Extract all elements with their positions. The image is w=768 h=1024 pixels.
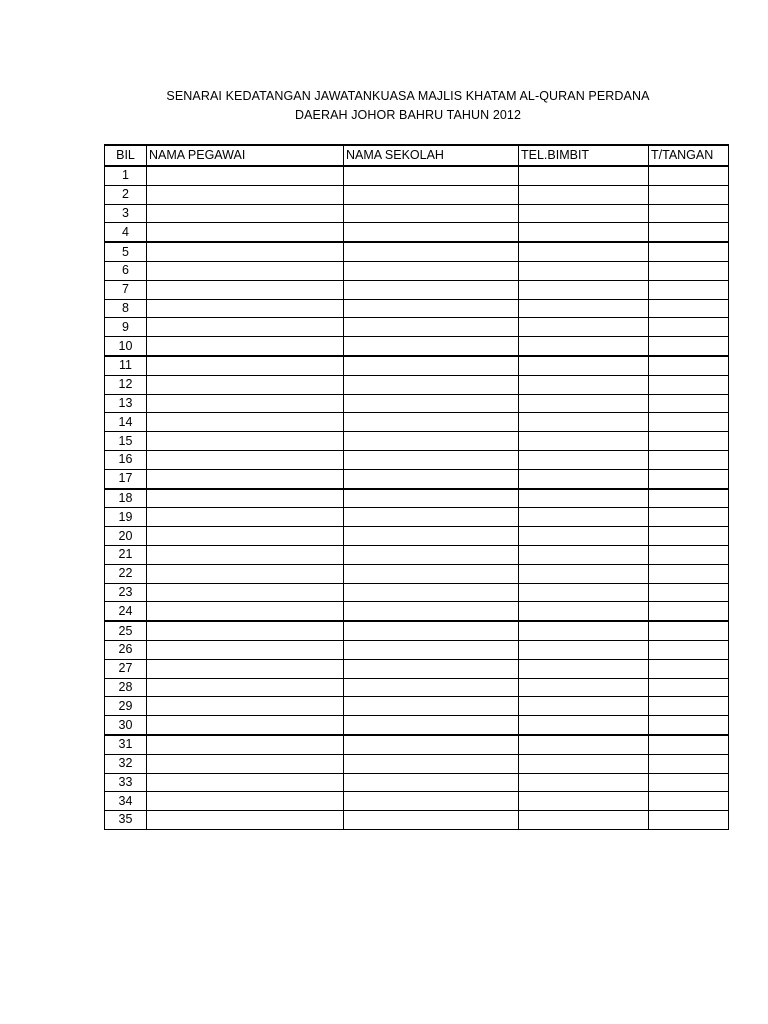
nama-pegawai-cell: [147, 697, 344, 716]
nama-sekolah-cell: [344, 280, 519, 299]
nama-pegawai-cell: [147, 678, 344, 697]
tel-bimbit-cell: [519, 640, 649, 659]
table-row: [105, 450, 729, 469]
tel-bimbit-cell: [519, 527, 649, 546]
attendance-table: [104, 144, 729, 830]
tandatangan-cell: [649, 432, 729, 451]
tel-bimbit-cell: [519, 754, 649, 773]
tel-bimbit-cell: [519, 280, 649, 299]
nama-pegawai-cell: [147, 299, 344, 318]
nama-sekolah-cell: [344, 318, 519, 337]
row-number: 19: [105, 508, 147, 527]
tel-bimbit-cell: [519, 583, 649, 602]
tandatangan-cell: [649, 185, 729, 204]
nama-pegawai-cell: [147, 204, 344, 223]
column-header-bil: BIL: [105, 145, 147, 166]
row-number: 22: [105, 564, 147, 583]
table-row: [105, 318, 729, 337]
tandatangan-cell: [649, 261, 729, 280]
row-number: 12: [105, 375, 147, 394]
row-number: 25: [105, 621, 147, 640]
tandatangan-cell: [649, 223, 729, 242]
tandatangan-cell: [649, 811, 729, 830]
nama-pegawai-cell: [147, 432, 344, 451]
nama-sekolah-cell: [344, 242, 519, 261]
nama-sekolah-cell: [344, 356, 519, 375]
table-row: [105, 621, 729, 640]
nama-pegawai-cell: [147, 318, 344, 337]
tandatangan-cell: [649, 375, 729, 394]
nama-pegawai-cell: [147, 583, 344, 602]
table-row: [105, 280, 729, 299]
nama-sekolah-cell: [344, 261, 519, 280]
table-row: [105, 811, 729, 830]
tandatangan-cell: [649, 356, 729, 375]
tandatangan-cell: [649, 545, 729, 564]
nama-pegawai-cell: [147, 640, 344, 659]
column-header-tandatangan: T/TANGAN: [649, 145, 729, 166]
row-number: 28: [105, 678, 147, 697]
row-number: 34: [105, 792, 147, 811]
nama-pegawai-cell: [147, 242, 344, 261]
table-row: [105, 261, 729, 280]
nama-sekolah-cell: [344, 508, 519, 527]
nama-pegawai-cell: [147, 223, 344, 242]
tel-bimbit-cell: [519, 204, 649, 223]
column-header-nama-pegawai: NAMA PEGAWAI: [147, 145, 344, 166]
table-row: [105, 185, 729, 204]
row-number: 29: [105, 697, 147, 716]
row-number: 10: [105, 337, 147, 356]
table-row: [105, 508, 729, 527]
tel-bimbit-cell: [519, 261, 649, 280]
nama-sekolah-cell: [344, 166, 519, 185]
nama-pegawai-cell: [147, 545, 344, 564]
nama-sekolah-cell: [344, 621, 519, 640]
nama-sekolah-cell: [344, 697, 519, 716]
table-row: [105, 754, 729, 773]
nama-pegawai-cell: [147, 280, 344, 299]
tel-bimbit-cell: [519, 450, 649, 469]
nama-pegawai-cell: [147, 450, 344, 469]
nama-sekolah-cell: [344, 564, 519, 583]
tel-bimbit-cell: [519, 811, 649, 830]
table-row: [105, 375, 729, 394]
nama-sekolah-cell: [344, 469, 519, 488]
tandatangan-cell: [649, 394, 729, 413]
nama-pegawai-cell: [147, 602, 344, 621]
nama-sekolah-cell: [344, 659, 519, 678]
table-row: [105, 678, 729, 697]
table-row: [105, 659, 729, 678]
row-number: 32: [105, 754, 147, 773]
tandatangan-cell: [649, 564, 729, 583]
nama-pegawai-cell: [147, 659, 344, 678]
row-number: 35: [105, 811, 147, 830]
nama-pegawai-cell: [147, 337, 344, 356]
tel-bimbit-cell: [519, 299, 649, 318]
row-number: 3: [105, 204, 147, 223]
row-number: 11: [105, 356, 147, 375]
row-number: 17: [105, 469, 147, 488]
tel-bimbit-cell: [519, 469, 649, 488]
row-number: 4: [105, 223, 147, 242]
table-row: [105, 602, 729, 621]
nama-pegawai-cell: [147, 375, 344, 394]
table-row: [105, 716, 729, 735]
tel-bimbit-cell: [519, 432, 649, 451]
nama-sekolah-cell: [344, 489, 519, 508]
tandatangan-cell: [649, 527, 729, 546]
column-header-nama-sekolah: NAMA SEKOLAH: [344, 145, 519, 166]
column-header-tel-bimbit: TEL.BIMBIT: [519, 145, 649, 166]
table-row: [105, 242, 729, 261]
tandatangan-cell: [649, 337, 729, 356]
table-row: [105, 469, 729, 488]
tandatangan-cell: [649, 166, 729, 185]
nama-pegawai-cell: [147, 527, 344, 546]
tel-bimbit-cell: [519, 337, 649, 356]
table-row: [105, 564, 729, 583]
nama-sekolah-cell: [344, 640, 519, 659]
nama-sekolah-cell: [344, 413, 519, 432]
tandatangan-cell: [649, 489, 729, 508]
row-number: 31: [105, 735, 147, 754]
row-number: 24: [105, 602, 147, 621]
row-number: 27: [105, 659, 147, 678]
tandatangan-cell: [649, 450, 729, 469]
nama-sekolah-cell: [344, 583, 519, 602]
row-number: 33: [105, 773, 147, 792]
table-row: [105, 640, 729, 659]
tel-bimbit-cell: [519, 508, 649, 527]
row-number: 13: [105, 394, 147, 413]
tel-bimbit-cell: [519, 318, 649, 337]
table-row: [105, 545, 729, 564]
tel-bimbit-cell: [519, 602, 649, 621]
tel-bimbit-cell: [519, 413, 649, 432]
attendance-sheet: [104, 144, 728, 830]
tel-bimbit-cell: [519, 375, 649, 394]
row-number: 18: [105, 489, 147, 508]
nama-sekolah-cell: [344, 450, 519, 469]
nama-pegawai-cell: [147, 811, 344, 830]
nama-sekolah-cell: [344, 527, 519, 546]
nama-pegawai-cell: [147, 508, 344, 527]
nama-sekolah-cell: [344, 337, 519, 356]
row-number: 9: [105, 318, 147, 337]
nama-sekolah-cell: [344, 545, 519, 564]
table-row: [105, 583, 729, 602]
nama-sekolah-cell: [344, 394, 519, 413]
row-number: 5: [105, 242, 147, 261]
table-row: [105, 337, 729, 356]
tandatangan-cell: [649, 204, 729, 223]
nama-sekolah-cell: [344, 773, 519, 792]
table-row: [105, 166, 729, 185]
row-number: 15: [105, 432, 147, 451]
tel-bimbit-cell: [519, 356, 649, 375]
tandatangan-cell: [649, 602, 729, 621]
table-header-row: [105, 145, 729, 166]
tandatangan-cell: [649, 754, 729, 773]
nama-pegawai-cell: [147, 356, 344, 375]
nama-pegawai-cell: [147, 792, 344, 811]
tandatangan-cell: [649, 508, 729, 527]
row-number: 20: [105, 527, 147, 546]
row-number: 8: [105, 299, 147, 318]
nama-sekolah-cell: [344, 299, 519, 318]
nama-sekolah-cell: [344, 735, 519, 754]
tandatangan-cell: [649, 735, 729, 754]
tandatangan-cell: [649, 640, 729, 659]
tandatangan-cell: [649, 469, 729, 488]
table-row: [105, 204, 729, 223]
table-row: [105, 792, 729, 811]
table-row: [105, 697, 729, 716]
tel-bimbit-cell: [519, 716, 649, 735]
page-title-line-1: SENARAI KEDATANGAN JAWATANKUASA MAJLIS KHATAM AL-QURAN PERDANA: [166, 89, 650, 103]
nama-sekolah-cell: [344, 602, 519, 621]
tel-bimbit-cell: [519, 489, 649, 508]
table-row: [105, 527, 729, 546]
tel-bimbit-cell: [519, 697, 649, 716]
tel-bimbit-cell: [519, 773, 649, 792]
nama-sekolah-cell: [344, 678, 519, 697]
table-row: [105, 394, 729, 413]
nama-pegawai-cell: [147, 469, 344, 488]
nama-sekolah-cell: [344, 811, 519, 830]
tandatangan-cell: [649, 716, 729, 735]
nama-sekolah-cell: [344, 792, 519, 811]
table-row: [105, 489, 729, 508]
row-number: 30: [105, 716, 147, 735]
nama-sekolah-cell: [344, 754, 519, 773]
row-number: 7: [105, 280, 147, 299]
nama-sekolah-cell: [344, 204, 519, 223]
tel-bimbit-cell: [519, 545, 649, 564]
table-row: [105, 299, 729, 318]
tandatangan-cell: [649, 299, 729, 318]
row-number: 2: [105, 185, 147, 204]
tandatangan-cell: [649, 792, 729, 811]
table-row: [105, 356, 729, 375]
tandatangan-cell: [649, 318, 729, 337]
row-number: 1: [105, 166, 147, 185]
row-number: 16: [105, 450, 147, 469]
tandatangan-cell: [649, 280, 729, 299]
tel-bimbit-cell: [519, 564, 649, 583]
tel-bimbit-cell: [519, 621, 649, 640]
nama-pegawai-cell: [147, 413, 344, 432]
nama-pegawai-cell: [147, 394, 344, 413]
tel-bimbit-cell: [519, 185, 649, 204]
table-row: [105, 223, 729, 242]
nama-sekolah-cell: [344, 375, 519, 394]
nama-sekolah-cell: [344, 185, 519, 204]
tandatangan-cell: [649, 621, 729, 640]
tel-bimbit-cell: [519, 242, 649, 261]
tandatangan-cell: [649, 678, 729, 697]
nama-pegawai-cell: [147, 564, 344, 583]
table-row: [105, 735, 729, 754]
nama-pegawai-cell: [147, 185, 344, 204]
nama-pegawai-cell: [147, 716, 344, 735]
row-number: 14: [105, 413, 147, 432]
table-row: [105, 432, 729, 451]
tel-bimbit-cell: [519, 792, 649, 811]
row-number: 26: [105, 640, 147, 659]
tel-bimbit-cell: [519, 735, 649, 754]
table-row: [105, 773, 729, 792]
tel-bimbit-cell: [519, 166, 649, 185]
tandatangan-cell: [649, 659, 729, 678]
tandatangan-cell: [649, 697, 729, 716]
tandatangan-cell: [649, 413, 729, 432]
tel-bimbit-cell: [519, 394, 649, 413]
nama-sekolah-cell: [344, 716, 519, 735]
row-number: 6: [105, 261, 147, 280]
nama-sekolah-cell: [344, 223, 519, 242]
nama-pegawai-cell: [147, 754, 344, 773]
tandatangan-cell: [649, 773, 729, 792]
tel-bimbit-cell: [519, 678, 649, 697]
nama-pegawai-cell: [147, 166, 344, 185]
row-number: 21: [105, 545, 147, 564]
nama-pegawai-cell: [147, 621, 344, 640]
tel-bimbit-cell: [519, 223, 649, 242]
nama-sekolah-cell: [344, 432, 519, 451]
nama-pegawai-cell: [147, 489, 344, 508]
tandatangan-cell: [649, 242, 729, 261]
page-title-line-2: DAERAH JOHOR BAHRU TAHUN 2012: [294, 108, 522, 122]
nama-pegawai-cell: [147, 773, 344, 792]
tandatangan-cell: [649, 583, 729, 602]
tel-bimbit-cell: [519, 659, 649, 678]
nama-pegawai-cell: [147, 261, 344, 280]
nama-pegawai-cell: [147, 735, 344, 754]
table-row: [105, 413, 729, 432]
row-number: 23: [105, 583, 147, 602]
